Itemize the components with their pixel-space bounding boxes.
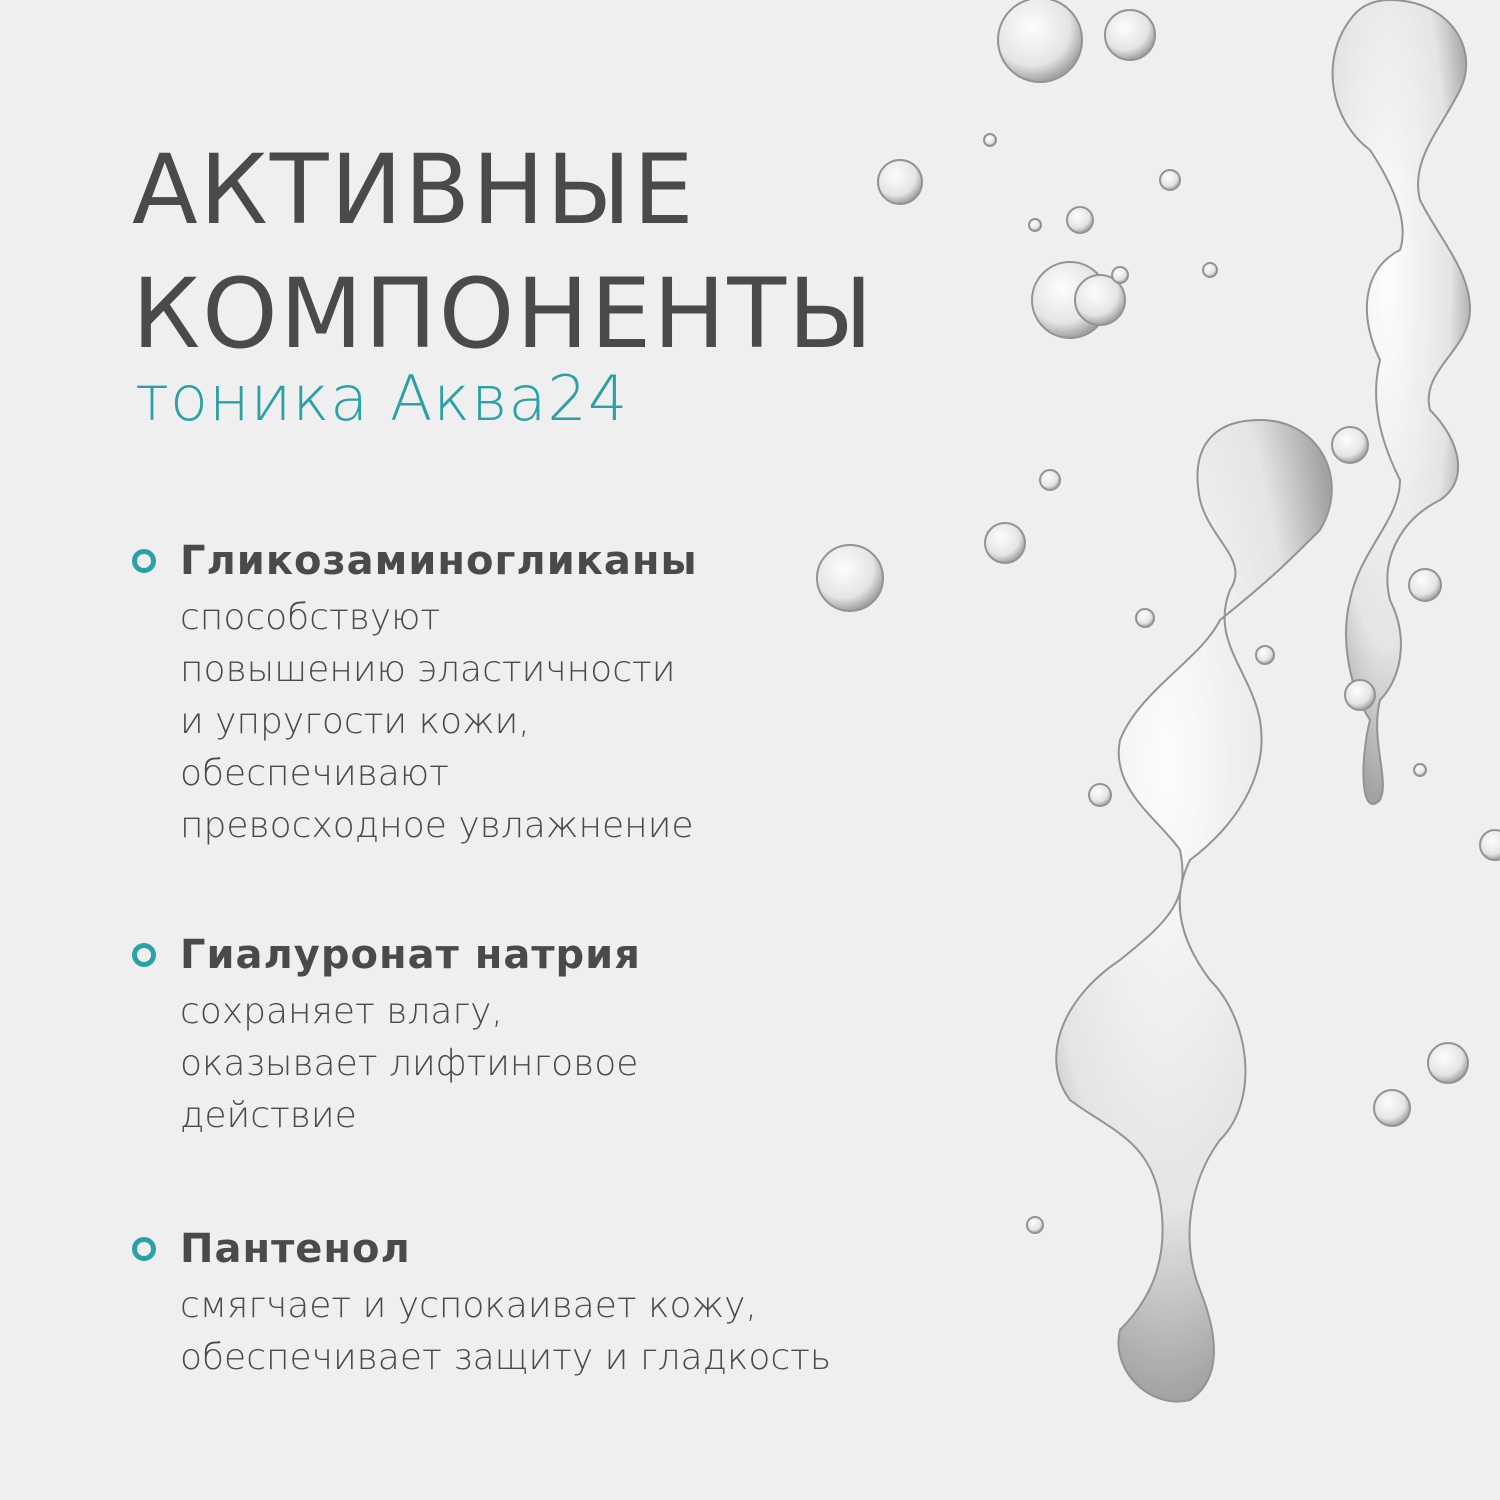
ingredient-description: смягчает и успокаивает кожу, обеспечивает защиту и гладкость <box>180 1285 832 1378</box>
title-line-2: КОМПОНЕНТЫ <box>132 258 875 370</box>
page-title <box>132 128 875 376</box>
ingredient-name: Гиалуронат натрия <box>180 932 641 978</box>
bullet-ring-icon <box>132 549 156 573</box>
ingredient-description: способствуют повышению эластичности и упругости кожи, обеспечивают превосходное увлажнение <box>180 597 694 846</box>
bullet-ring-icon <box>132 943 156 967</box>
ingredient-item <box>132 932 641 1142</box>
bullet-ring-icon <box>132 1237 156 1261</box>
ingredient-item <box>132 1226 831 1384</box>
ingredient-item <box>132 538 698 852</box>
ingredient-name: Пантенол <box>180 1226 411 1272</box>
title-line-1: АКТИВНЫЕ <box>132 134 696 246</box>
ingredient-name: Гликозаминогликаны <box>180 538 698 584</box>
subtitle: тоника Аква24 <box>135 362 629 435</box>
ingredient-description: сохраняет влагу, оказывает лифтинговое действие <box>180 991 639 1136</box>
